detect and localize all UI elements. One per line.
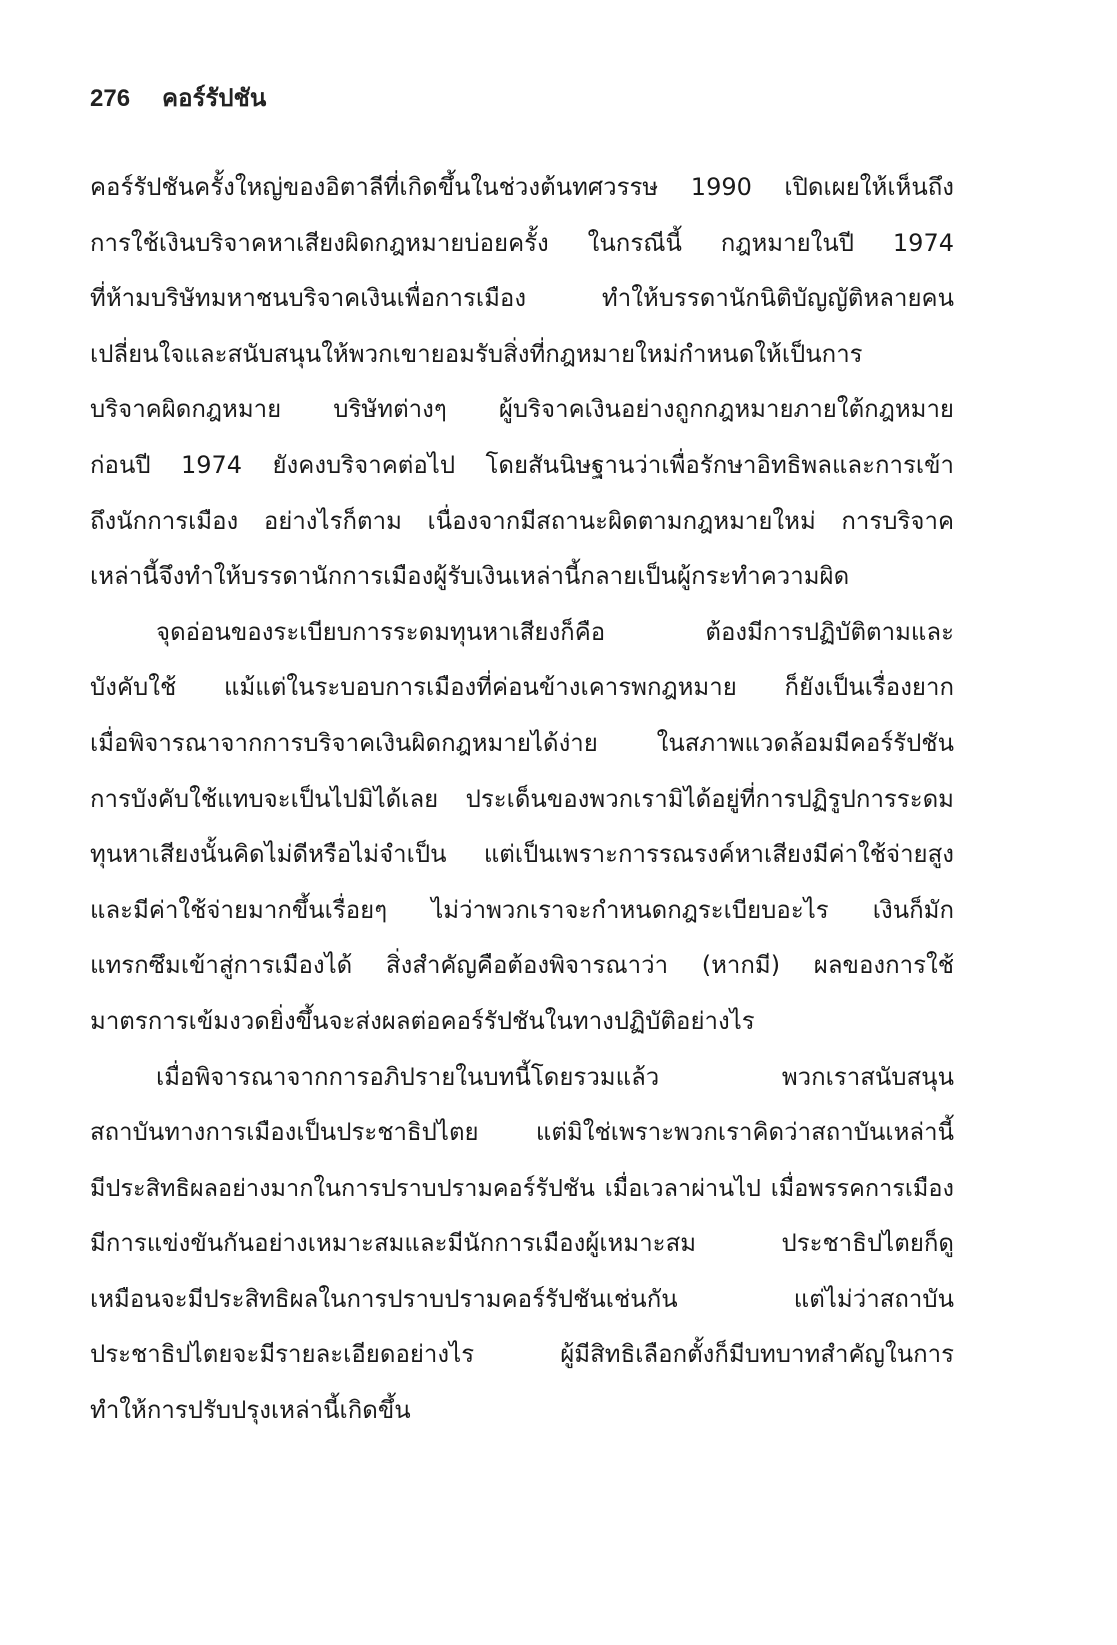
text-line: เหมือนจะมีประสิทธิผลในการปราบปรามคอร์รัปชันเช่นกัน แต่ไม่ว่าสถาบัน <box>90 1284 954 1313</box>
text-line: เหล่านี้จึงทำให้บรรดานักการเมืองผู้รับเงินเหล่านี้กลายเป็นผู้กระทำความผิด <box>90 562 850 591</box>
text-line: ที่ห้ามบริษัทมหาชนบริจาคเงินเพื่อการเมือง ทำให้บรรดานักนิติบัญญัติหลายคน <box>90 284 954 313</box>
text-line: ก่อนปี 1974 ยังคงบริจาคต่อไป โดยสันนิษฐานว่าเพื่อรักษาอิทธิพลและการเข้า <box>90 450 954 479</box>
text-line: และมีค่าใช้จ่ายมากขึ้นเรื่อยๆ ไม่ว่าพวกเราจะกำหนดกฎระเบียบอะไร เงินก็มัก <box>90 895 954 924</box>
text-line: เปลี่ยนใจและสนับสนุนให้พวกเขายอมรับสิ่งที่กฎหมายใหม่กำหนดให้เป็นการ <box>90 339 863 368</box>
body-text <box>90 160 954 1439</box>
text-line: การใช้เงินบริจาคหาเสียงผิดกฎหมายบ่อยครั้ง ในกรณีนี้ กฎหมายในปี 1974 <box>90 228 954 257</box>
running-title: คอร์รัปชัน <box>162 85 267 112</box>
paragraph-1 <box>90 160 954 605</box>
text-line: เมื่อพิจารณาจากการอภิปรายในบทนี้โดยรวมแล้ว พวกเราสนับสนุน <box>156 1062 954 1091</box>
text-line: คอร์รัปชันครั้งใหญ่ของอิตาลีที่เกิดขึ้นในช่วงต้นทศวรรษ 1990 เปิดเผยให้เห็นถึง <box>90 173 954 201</box>
text-line: ทุนหาเสียงนั้นคิดไม่ดีหรือไม่จำเป็น แต่เป็นเพราะการรณรงค์หาเสียงมีค่าใช้จ่ายสูง <box>90 840 954 869</box>
text-line: มีการแข่งขันกันอย่างเหมาะสมและมีนักการเมืองผู้เหมาะสม ประชาธิปไตยก็ดู <box>90 1229 954 1258</box>
text-line: การบังคับใช้แทบจะเป็นไปมิได้เลย ประเด็นของพวกเรามิได้อยู่ที่การปฏิรูปการระดม <box>90 784 954 813</box>
text-line: ประชาธิปไตยจะมีรายละเอียดอย่างไร ผู้มีสิทธิเลือกตั้งก็มีบทบาทสำคัญในการ <box>90 1340 954 1369</box>
paragraph-3 <box>90 1050 954 1439</box>
text-line: ถึงนักการเมือง อย่างไรก็ตาม เนื่องจากมีสถานะผิดตามกฎหมายใหม่ การบริจาค <box>90 506 954 535</box>
text-line: สถาบันทางการเมืองเป็นประชาธิปไตย แต่มิใช่เพราะพวกเราคิดว่าสถาบันเหล่านี้ <box>90 1118 954 1147</box>
page-number: 276 <box>90 85 131 112</box>
text-line: บริจาคผิดกฎหมาย บริษัทต่างๆ ผู้บริจาคเงินอย่างถูกกฎหมายภายใต้กฎหมาย <box>90 395 954 424</box>
text-line: เมื่อพิจารณาจากการบริจาคเงินผิดกฎหมายได้ง่าย ในสภาพแวดล้อมมีคอร์รัปชัน <box>90 728 954 757</box>
text-line: แทรกซึมเข้าสู่การเมืองได้ สิ่งสำคัญคือต้องพิจารณาว่า (หากมี) ผลของการใช้ <box>90 951 954 980</box>
text-line: มาตรการเข้มงวดยิ่งขึ้นจะส่งผลต่อคอร์รัปชันในทางปฏิบัติอย่างไร <box>90 1006 755 1035</box>
paragraph-2 <box>90 605 954 1050</box>
text-line: ทำให้การปรับปรุงเหล่านี้เกิดขึ้น <box>90 1396 411 1425</box>
text-line: จุดอ่อนของระเบียบการระดมทุนหาเสียงก็คือ ต้องมีการปฏิบัติตามและ <box>156 617 954 646</box>
text-line: บังคับใช้ แม้แต่ในระบอบการเมืองที่ค่อนข้างเคารพกฎหมาย ก็ยังเป็นเรื่องยาก <box>90 673 954 702</box>
text-line: มีประสิทธิผลอย่างมากในการปราบปรามคอร์รัปชัน เมื่อเวลาผ่านไป เมื่อพรรคการเมือง <box>90 1173 954 1202</box>
running-header <box>90 78 266 114</box>
